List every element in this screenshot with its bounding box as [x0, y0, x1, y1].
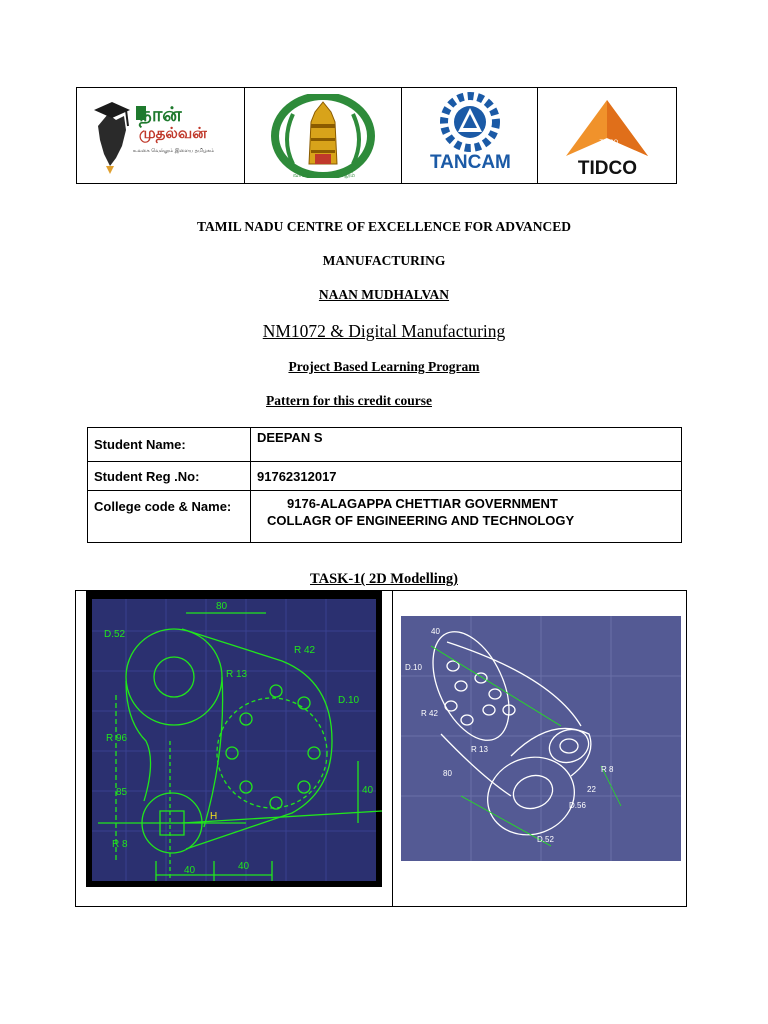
college-value-line2: COLLAGR OF ENGINEERING AND TECHNOLOGY — [267, 513, 575, 528]
tidco-title: TIDCO — [577, 158, 638, 179]
heading-line1: TAMIL NADU CENTRE OF EXCELLENCE FOR ADVANCED — [196, 219, 572, 234]
college-value-line1: 9176-ALAGAPPA CHETTIAR GOVERNMENT — [287, 496, 558, 511]
table-row — [88, 428, 682, 462]
tidco-triangle-icon — [562, 98, 652, 160]
dim-r13: R 13 — [226, 669, 248, 680]
logo-table — [76, 87, 677, 184]
table-row — [88, 491, 682, 543]
pattern-title-text: Pattern for this credit course — [266, 393, 432, 408]
dim-d52: D.52 — [104, 629, 126, 640]
dim-r42: R 42 — [294, 645, 316, 656]
emblem-caption: வாய்மையே வெல்லும் — [292, 172, 356, 179]
dim-r96: R 96 — [106, 733, 128, 744]
model-dim-22: 22 — [587, 785, 596, 794]
heading-line2: MANUFACTURING — [322, 253, 446, 268]
model-dim-d10: D.10 — [405, 663, 422, 672]
tancam-cell — [402, 88, 539, 183]
tidco-cell — [538, 88, 676, 183]
model-dim-r42: R 42 — [421, 709, 438, 718]
model-dim-40: 40 — [431, 627, 440, 636]
dim-85: 85 — [116, 787, 128, 798]
college-label: College code & Name: — [88, 491, 251, 543]
heading-line3 — [0, 287, 768, 303]
student-name-value: DEEPAN S — [251, 428, 682, 462]
task-table — [75, 590, 687, 907]
naan-mudhalvan-cell — [77, 88, 245, 183]
program-title — [0, 359, 768, 375]
pattern-title — [266, 393, 432, 409]
axis-h-label: H — [210, 811, 218, 822]
model-dim-d52: D.52 — [537, 835, 554, 844]
student-name-label: Student Name: — [88, 428, 251, 462]
tancam-title: TANCAM — [429, 152, 511, 173]
student-reg-value: 91762312017 — [251, 462, 682, 491]
dim-d10: D.10 — [338, 695, 360, 706]
tidco-small-text: TIDCO — [599, 140, 619, 146]
college-value — [251, 491, 682, 543]
naan-subtitle: முதல்வன் — [139, 124, 207, 142]
sketch-2d-image — [86, 591, 382, 887]
tn-emblem-cell — [245, 88, 401, 183]
model-dim-r8: R 8 — [601, 765, 614, 774]
naan-tagline: உலகை வெல்லும் இளைய தமிழகம் — [133, 148, 215, 154]
dim-40-a: 40 — [184, 865, 196, 876]
student-reg-label: Student Reg .No: — [88, 462, 251, 491]
dim-80: 80 — [216, 601, 228, 612]
dim-r8: R 8 — [112, 839, 128, 850]
task-title — [0, 571, 768, 588]
model-3d-image — [401, 616, 681, 861]
course-title-text: NM1072 & Digital Manufacturing — [262, 321, 506, 341]
dim-40-b: 40 — [238, 861, 250, 872]
table-row — [88, 462, 682, 491]
course-title — [0, 321, 768, 342]
dim-40-vertical: 40 — [362, 785, 374, 796]
student-info-table — [87, 427, 682, 543]
task-title-text: TASK-1( 2D Modelling) — [310, 571, 458, 587]
model-dim-r13: R 13 — [471, 745, 488, 754]
naan-title: நான் — [139, 102, 182, 126]
naan-mudhalvan-text: NAAN MUDHALVAN — [318, 287, 450, 302]
model-dim-d56: D.56 — [569, 801, 586, 810]
task-table-divider — [392, 591, 393, 906]
program-title-text: Project Based Learning Program — [288, 359, 480, 374]
tn-government-emblem — [263, 94, 383, 178]
model-dim-80: 80 — [443, 769, 452, 778]
